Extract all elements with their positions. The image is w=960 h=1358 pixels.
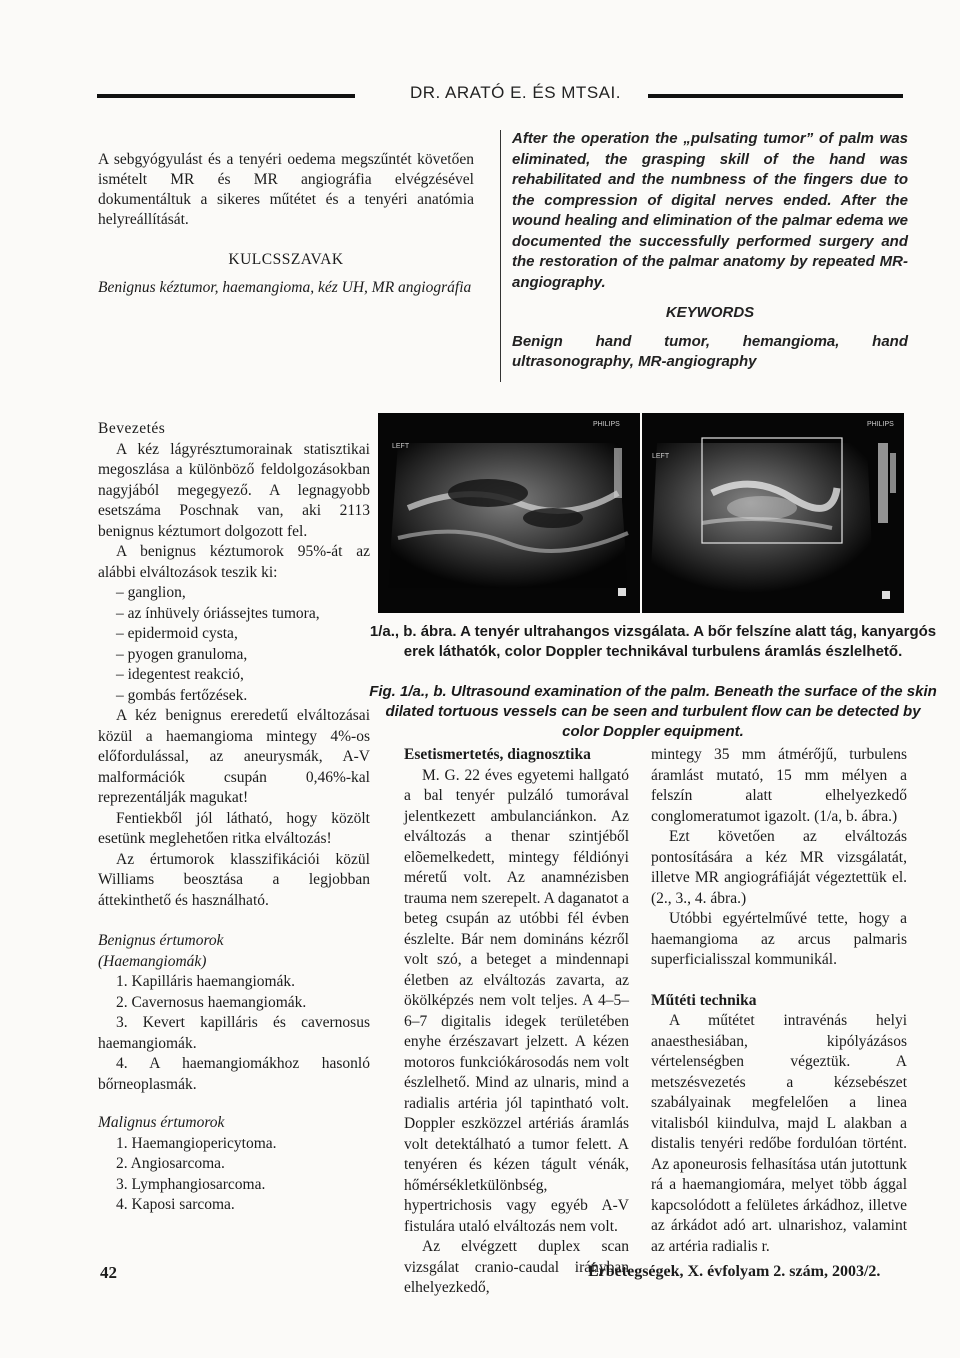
side-label: LEFT	[652, 453, 670, 460]
list-item: 2. Angiosarcoma.	[116, 1155, 225, 1172]
ultrasound-scan-a	[378, 413, 640, 613]
list-item: 1. Kapilláris haemangiomák.	[116, 973, 296, 990]
keywords-en: Benign hand tumor, hemangioma, hand ultrasonography, MR-angiography	[512, 332, 908, 370]
summary-divider	[500, 130, 501, 382]
side-label: LEFT	[392, 443, 410, 450]
list-item: 3. Lymphangiosarcoma.	[116, 1175, 266, 1193]
list-item: 4. A haemangiomákhoz hasonló bőrneoplasmák.	[98, 1055, 370, 1093]
intro-paragraph-3: A kéz benignus ereredetű elváltozásai közül a haemangioma mintegy 4%-os előfordulással, az aneurysmák, A-V malformációk csupán 0,46%-kal reprezentálják magukat!	[98, 707, 370, 806]
figure-caption-en: Fig. 1/a., b. Ultrasound examination of the palm. Beneath the surface of the skin dilated tortuous vessels can be seen and turbulent flow can be detected by color Doppler equipment.	[369, 683, 937, 740]
ultrasound-image-a	[378, 413, 640, 613]
malignant-heading: Malignus értumorok	[98, 1114, 225, 1131]
malignant-tumor-list	[98, 1134, 370, 1216]
benign-subheading: (Haemangiomák)	[98, 952, 207, 970]
brand-label: PHILIPS	[867, 421, 894, 428]
ultrasound-image-b	[642, 413, 904, 613]
list-item: – ganglion,	[116, 584, 186, 601]
benign-heading: Benignus értumorok	[98, 932, 224, 949]
keywords-hu: Benignus kéztumor, haemangioma, kéz UH, MR angiográfia	[98, 279, 472, 296]
intro-paragraph-5: Az értumorok klasszifikációi közül Williams beosztása a legjobban áttekinthető és használható.	[98, 850, 370, 909]
intro-paragraph-4: Fentiekből jól látható, hogy közölt esetünk meglehetően ritka elváltozás!	[98, 809, 370, 847]
surgery-paragraph-1: A műtétet intravénás helyi anaesthesiában, kipólyázásos vértelenségben végeztük. A metszésvezetés a kézsebészet szabályainak megfelelően a linea vitalisból kiindulva, majd L alakban a distalis tenyéri redőbe fordulóan történt. Az aponeurosis felhasítása után jutottunk rá a haemangiomára, melyet több ággal kapcsolódott a felületes árkádhoz, illetve az árkádot adó art. ulnarishoz, valamint az artéria radialis r.	[651, 1012, 907, 1255]
list-item: 1. Haemangiopericytoma.	[116, 1134, 277, 1152]
ultrasound-scan-b	[642, 413, 904, 613]
section-heading-surgery: Műtéti technika	[651, 991, 757, 1009]
list-item: 4. Kaposi sarcoma.	[116, 1196, 235, 1213]
list-item: – az ínhüvely óriássejtes tumora,	[116, 604, 320, 622]
journal-citation: Érbetegségek, X. évfolyam 2. szám, 2003/2.	[588, 1263, 881, 1280]
case-paragraph-5: Utóbbi egyértelművé tette, hogy a haemangioma az arcus palmaris superficialisszal kommunikál.	[651, 910, 907, 968]
list-item: – idegentest reakció,	[116, 666, 244, 683]
case-paragraph-1: M. G. 22 éves egyetemi hallgató a bal tenyér pulzáló tumorával jelentkezett ambulanciánkon. Az elváltozás a thenar szintjéből elõemelkedett, mintegy féldiónyi méretű volt. Az anamnézisben trauma nem szerepelt. A daganatot a beteg csupán az utóbbi fél évben észlelte. Bár nem domináns kézről volt szó, a beteget a mindennapi életben az elváltozás zavarta, az ökölképzés nem volt teljes. A 4–5–6–7 digitalis idegek területében enyhe érzészavart jelzett. A kézen motoros funkciókárosodás nem volt észlelhető. Mind az ulnaris, mind a radialis artéria jól tapintható volt. Doppler eszközzel artériás áramlás volt detektálható a tumor felett. A tenyéren és kézen tágult vénák, hőmérsékletkülönbség, hypertrichosis vagy egyéb A-V fistulára utaló elváltozás nem volt.	[404, 766, 629, 1235]
list-item: 2. Cavernosus haemangiomák.	[116, 993, 307, 1011]
list-item: 3. Kevert kapilláris és cavernosus haemangiomák.	[98, 1014, 370, 1052]
list-item: – gombás fertőzések.	[116, 686, 248, 704]
case-paragraph-4: Ezt követően az elváltozás pontosítására a kéz MR vizsgálatát, illetve MR angiográfiáját végeztettük el. (2., 3., 4. ábra.)	[651, 828, 907, 907]
benign-tumor-list	[98, 972, 370, 1095]
benign-lesion-list	[98, 583, 370, 706]
list-item: – epidermoid cysta,	[116, 625, 238, 642]
intro-paragraph-1: A kéz lágyrésztumorainak statisztikai megoszlása a különböző feldolgozásokban nagyjából megegyező. A legnagyobb esetszáma Poschnak van, aki 2113 benignus kéztumort dolgozott fel.	[98, 440, 370, 540]
column-middle	[404, 745, 629, 1299]
intro-paragraph-2: A benignus kéztumorok 95%-át az alábbi elváltozások teszik ki:	[98, 543, 370, 581]
summary-hu-text: A sebgyógyulást és a tenyéri oedema megszűntét követően ismételt MR és MR angiográfia elvégzésével dokumentáltuk a sikeres műtétet és a tenyéri anatómia helyreállítását.	[98, 151, 474, 228]
figure-caption-hu: 1/a., b. ábra. A tenyér ultrahangos vizsgálata. A bőr felszíne alatt tág, kanyargós erek láthatók, color Doppler technikával turbulens áramlás észlelhető.	[369, 623, 937, 660]
header-rule-left	[97, 94, 355, 98]
keywords-hu-title: KULCSSZAVAK	[228, 251, 344, 268]
column-right	[651, 745, 907, 1257]
list-item: – pyogen granuloma,	[116, 645, 248, 663]
column-left	[98, 419, 370, 1216]
section-heading-intro: Bevezetés	[98, 420, 166, 437]
summary-hu	[98, 150, 474, 298]
keywords-en-title: KEYWORDS	[665, 304, 755, 321]
running-head-authors: DR. ARATÓ E. ÉS MTSAI.	[410, 83, 621, 102]
page-number: 42	[100, 1263, 117, 1282]
brand-label: PHILIPS	[593, 421, 620, 428]
case-paragraph-2: Az elvégzett duplex scan vizsgálat cranio-caudal irányban elhelyezkedő,	[404, 1238, 629, 1296]
header-rule-right	[648, 94, 903, 98]
case-paragraph-3: mintegy 35 mm átmérőjű, turbulens áramlást mutató, 15 mm mélyen a felszín alatt elhelyezkedő conglomeratumot igazolt. (1/a, b. ábra.)	[651, 746, 907, 825]
section-heading-case: Esetismertetés, diagnosztika	[404, 746, 591, 763]
summary-en-text: After the operation the „pulsating tumor” of palm was eliminated, the grasping skill of the hand was rehabilitated and the numbness of the fingers due to the compression of digital nerves ended. After the wound healing and elimination of the palmar edema we documented the successfully performed surgery and the restoration of the palmar anatomy by repeated MR-angiography.	[512, 130, 908, 291]
summary-en	[512, 129, 908, 373]
